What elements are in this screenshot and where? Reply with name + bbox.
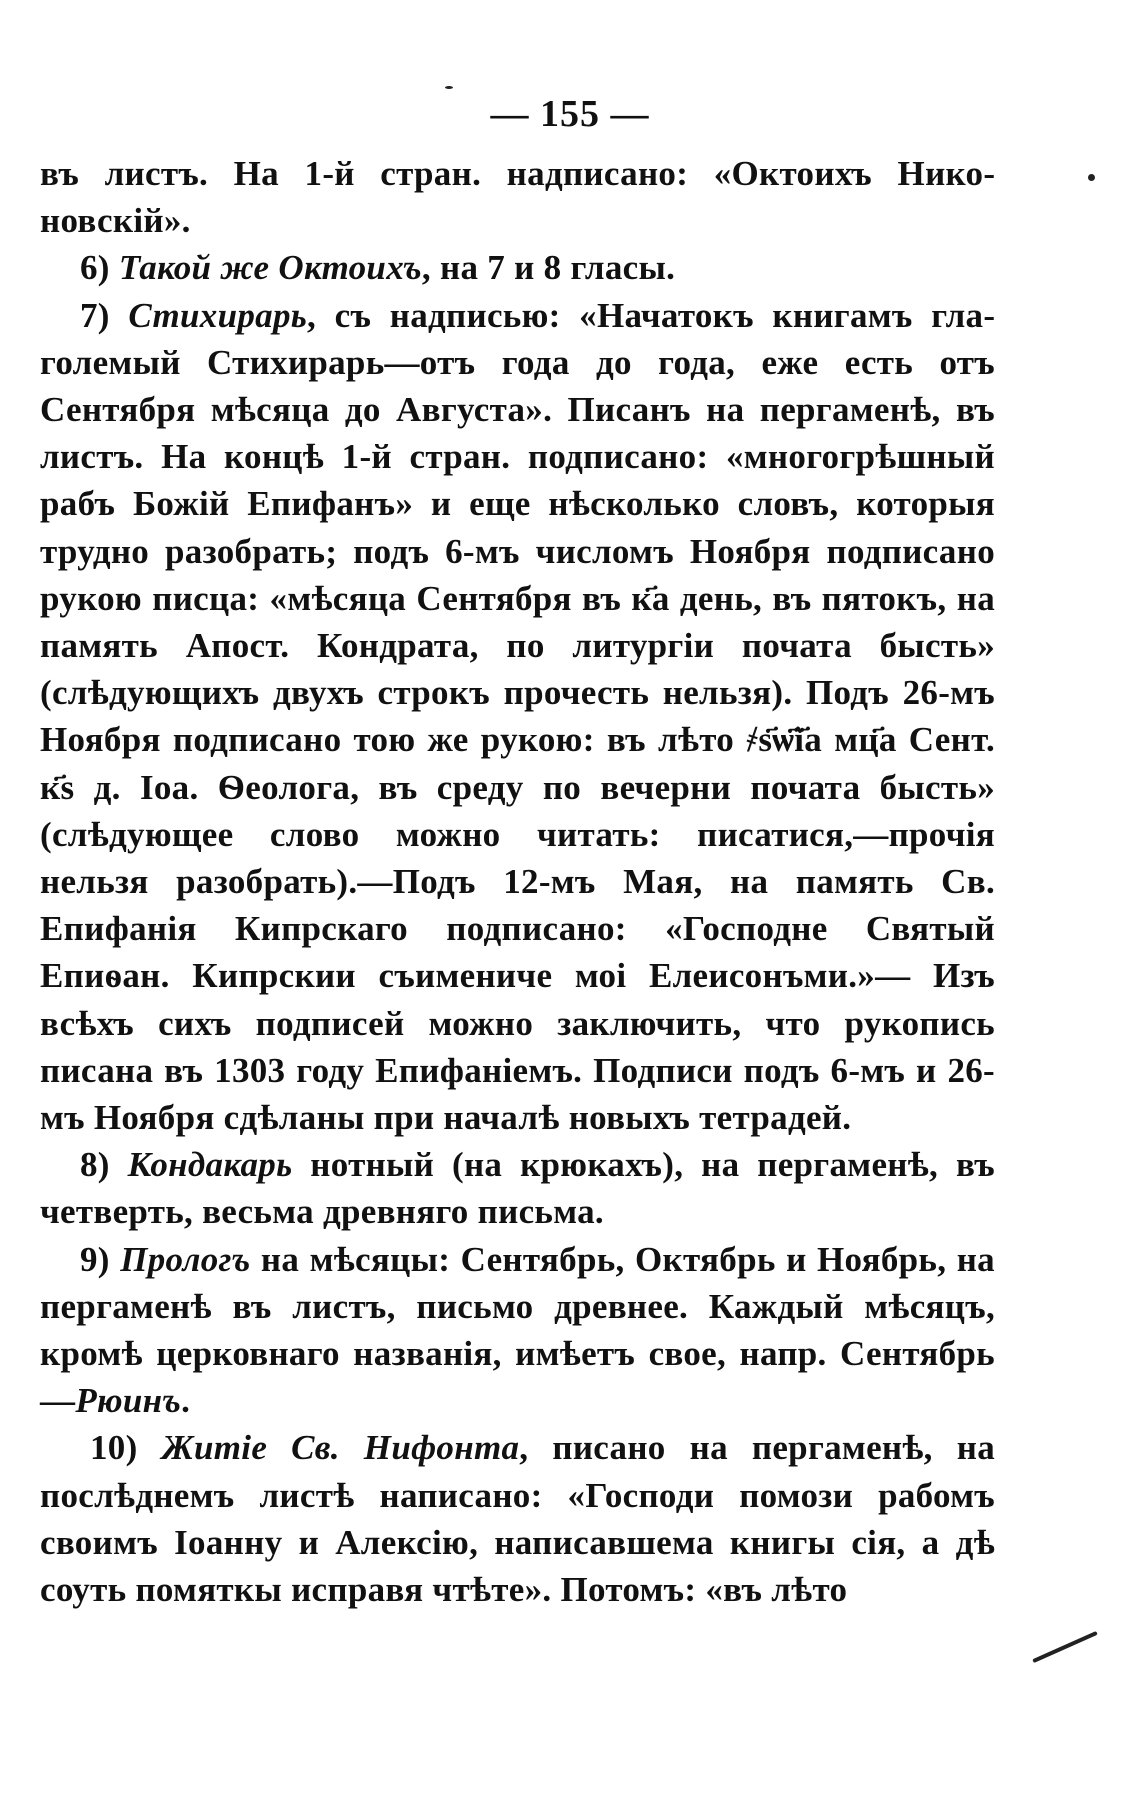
paragraph-item-9 (40, 1236, 995, 1425)
ink-stroke (1032, 1631, 1098, 1663)
item-title: Стихирарь (128, 295, 308, 335)
item-title: Житіе Св. Нифонта (161, 1428, 520, 1468)
paragraph-item-6 (40, 244, 995, 291)
paragraph-text: на мѣсяцы: Сентябрь, Октябрь и Ноябрь, на пергаменѣ въ листъ, письмо древнее. Каждый мѣсяцъ, кромѣ церковнаго названія, имѣетъ свое, напр. Сентябрь— (40, 1239, 995, 1421)
paragraph-text: , съ надписью: «Начатокъ книгамъ глаголемый Стихирарь—отъ года до года, еже есть отъ Сентября мѣсяца до Августа». Писанъ на пергаменѣ, въ листъ. На концѣ 1-й стран. подписано: «многогрѣшный рабъ Божій Епифанъ» и еще нѣсколько словъ, которыя трудно разобрать; подъ 6-мъ числомъ Ноября подписано рукою писца: «мѣсяца Сентября въ к҃а день, въ пятокъ, на память Апост. Кондрата, по литургіи почата бысть» (слѣдующихъ двухъ строкъ прочесть нельзя). Подъ 26-мъ Ноября подписано тою же рукою: въ лѣто ҂ѕ҃ѡ҃ї҃а мц҃а Сент. к҃ѕ д. Іоа. Ѳеолога, въ среду по вечерни почата бысть» (слѣдующее слово можно читать: писатися,—прочія нельзя разобрать).—Подъ 12-мъ Мая, на память Св. Епифанія Кипрскаго подписано: «Господне Святый Епиѳан. Кипрскии съимениче моі Елеисонъми.»— Изъ всѣхъ сихъ подписей можно заключить, что рукопись писана въ 1303 году Епифаніемъ. Подписи подъ 6-мъ и 26-мъ Ноября сдѣланы при началѣ новыхъ тетрадей. (40, 295, 996, 1138)
item-title: Прологъ (120, 1239, 251, 1279)
inline-name-rujun: Рюинъ (75, 1381, 182, 1421)
inline-period: . (181, 1381, 191, 1421)
body-text (40, 150, 995, 1613)
paragraph-item-10 (40, 1424, 995, 1613)
paragraph-item-7 (40, 292, 995, 1142)
item-title: Кондакарь (127, 1145, 293, 1185)
paragraph-item-8 (40, 1141, 995, 1235)
item-title: Такой же Октоихъ (118, 248, 422, 288)
page-number: — 155 — (490, 93, 650, 135)
ink-speck (1088, 174, 1095, 181)
item-number: 6) (80, 248, 110, 288)
item-number: 8) (80, 1145, 110, 1185)
paragraph-text: нотный (на крюкахъ), на пергаменѣ, въ четверть, весьма древняго письма. (40, 1145, 995, 1232)
item-number: 10) (90, 1428, 138, 1468)
paragraph-text: въ листъ. На 1-й стран. надписано: «Октоихъ Никоновскій». (40, 154, 995, 241)
paragraph-continuation (40, 150, 995, 244)
ink-speck (445, 86, 453, 89)
item-number: 7) (80, 295, 110, 335)
paragraph-text: , писано на пергаменѣ, на послѣднемъ листѣ написано: «Господи помози рабомъ своимъ Іоанну и Алексію, написавшема книгы сія, а дѣ соуть помяткы исправя чтѣте». Потомъ: «въ лѣто (40, 1428, 995, 1610)
item-number: 9) (80, 1239, 110, 1279)
paragraph-text: , на 7 и 8 гласы. (421, 248, 676, 288)
